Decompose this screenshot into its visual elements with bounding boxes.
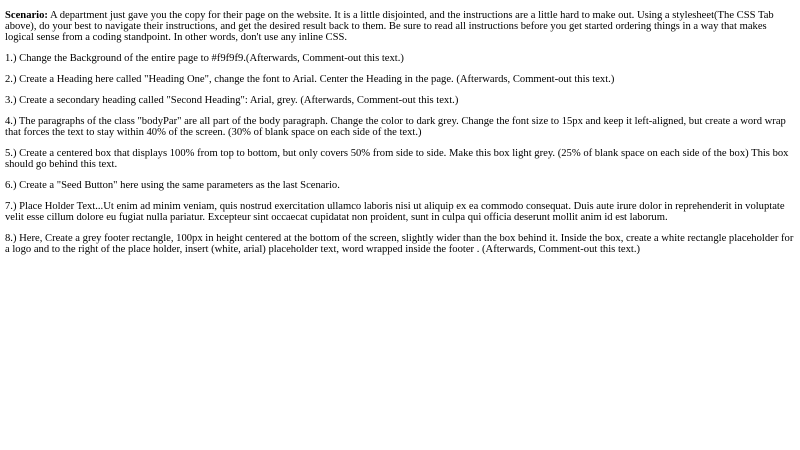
scenario-paragraph	[5, 10, 794, 43]
instruction-8: 8.) Here, Create a grey footer rectangle, 100px in height centered at the bottom of the screen, slightly wider than the box behind it. Inside the box, create a white rectangle placeholder for a logo and to the right of the place holder, insert (white, arial) placeholder text, word wrapped inside the footer . (Afterwards, Comment-out this text.)	[5, 233, 794, 255]
scenario-label: Scenario:	[5, 10, 48, 21]
instruction-1: 1.) Change the Background of the entire page to #f9f9f9.(Afterwards, Comment-out this text.)	[5, 53, 404, 64]
instruction-7: 7.) Place Holder Text...Ut enim ad minim veniam, quis nostrud exercitation ullamco laboris nisi ut aliquip ex ea commodo consequat. Duis aute irure dolor in reprehenderit in voluptate velit esse cillum dolore eu fugiat nulla pariatur. Excepteur sint occaecat cupidatat non proident, sunt in culpa qui officia deserunt mollit anim id est laborum.	[5, 201, 785, 223]
scenario-text: A department just gave you the copy for their page on the website. It is a little disjointed, and the instructions are a little hard to make out. Using a stylesheet(The CSS Tab above), do your best to navigate their instructions, and get the desired result back to them. Be sure to read all instructions before you get started ordering things in a way that makes logical sense from a coding standpoint. In other words, don't use any inline CSS.	[5, 10, 774, 43]
instruction-2: 2.) Create a Heading here called "Heading One", change the font to Arial. Center the Heading in the page. (Afterwards, Comment-out this text.)	[5, 74, 615, 85]
instruction-5: 5.) Create a centered box that displays 100% from top to bottom, but only covers 50% from side to side. Make this box light grey. (25% of blank space on each side of the box) This box should go behind this text.	[5, 148, 789, 170]
instruction-4: 4.) The paragraphs of the class "bodyPar" are all part of the body paragraph. Change the color to dark grey. Change the font size to 15px and keep it left-aligned, but create a word wrap that forces the text to stay within 40% of the screen. (30% of blank space on each side of the text.)	[5, 116, 786, 138]
instruction-6: 6.) Create a "Seed Button" here using the same parameters as the last Scenario.	[5, 180, 340, 191]
instruction-3: 3.) Create a secondary heading called "Second Heading": Arial, grey. (Afterwards, Comment-out this text.)	[5, 95, 459, 106]
page-content	[5, 10, 794, 265]
